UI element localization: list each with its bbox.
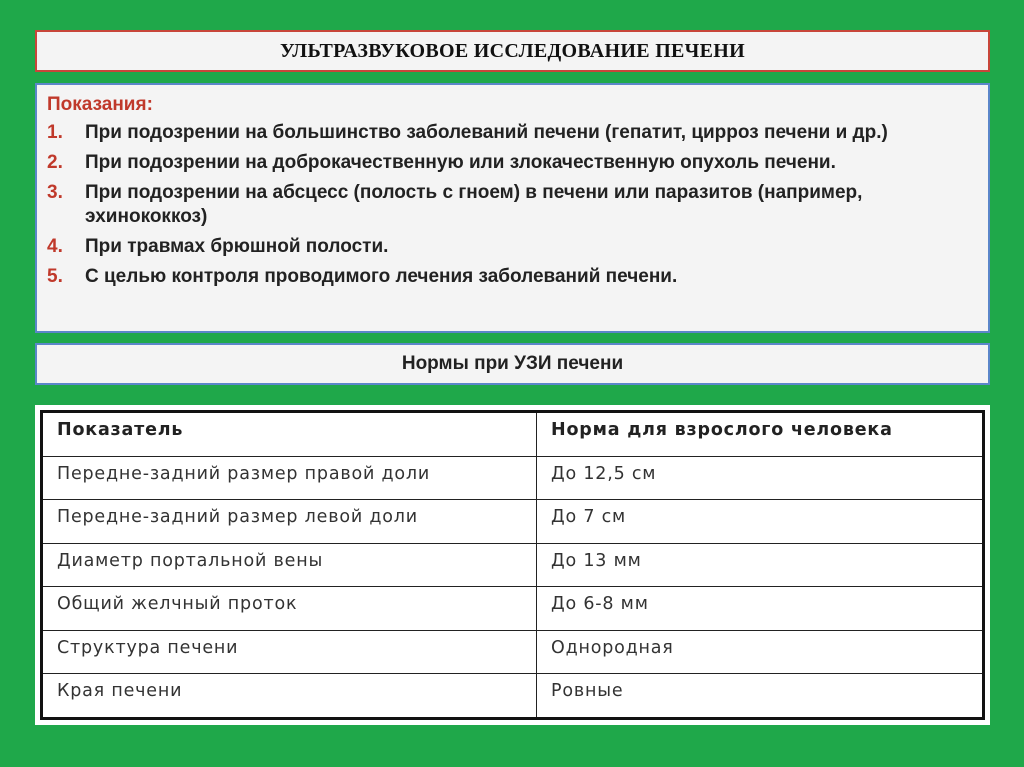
table-cell: Ровные	[537, 674, 984, 719]
norms-table-wrapper	[35, 405, 990, 725]
table-cell: Общий желчный проток	[42, 587, 537, 630]
table-cell: Передне-задний размер левой доли	[42, 500, 537, 543]
table-row	[42, 587, 984, 630]
indications-list	[47, 121, 976, 289]
list-item-text: При подозрении на доброкачественную или злокачественную опухоль печени.	[85, 152, 836, 173]
list-item-number: 2.	[47, 152, 63, 173]
table-header-row	[42, 412, 984, 457]
list-item	[47, 121, 976, 145]
list-item	[47, 265, 976, 289]
indications-heading: Показания:	[47, 94, 153, 115]
list-item	[47, 151, 976, 175]
table-cell: До 7 см	[537, 500, 984, 543]
table-row	[42, 456, 984, 499]
table-cell: Передне-задний размер правой доли	[42, 456, 537, 499]
table-row	[42, 543, 984, 586]
norms-title: Нормы при УЗИ печени	[401, 353, 624, 374]
table-cell: Структура печени	[42, 630, 537, 673]
table-cell: Края печени	[42, 674, 537, 719]
list-item-number: 1.	[47, 122, 63, 143]
table-cell: Диаметр портальной вены	[42, 543, 537, 586]
list-item-number: 4.	[47, 236, 63, 257]
column-header: Показатель	[42, 412, 537, 457]
table-cell: До 6-8 мм	[537, 587, 984, 630]
table-row	[42, 500, 984, 543]
table-row	[42, 674, 984, 719]
table-cell: Однородная	[537, 630, 984, 673]
norms-title-box	[35, 343, 990, 385]
list-item	[47, 181, 976, 229]
table-row	[42, 630, 984, 673]
indications-box	[35, 83, 990, 333]
title-box	[35, 30, 990, 72]
column-header: Норма для взрослого человека	[537, 412, 984, 457]
list-item-text: При подозрении на большинство заболеваний печени (гепатит, цирроз печени и др.)	[85, 122, 888, 143]
list-item-number: 5.	[47, 266, 63, 287]
table-cell: До 12,5 см	[537, 456, 984, 499]
list-item-text: При подозрении на абсцесс (полость с гноем) в печени или паразитов (например, эхинококкоз)	[85, 182, 863, 227]
table-cell: До 13 мм	[537, 543, 984, 586]
slide-title: УЛЬТРАЗВУКОВОЕ ИССЛЕДОВАНИЕ ПЕЧЕНИ	[279, 39, 746, 62]
list-item	[47, 235, 976, 259]
list-item-text: При травмах брюшной полости.	[85, 236, 389, 257]
norms-table	[40, 410, 985, 720]
list-item-text: С целью контроля проводимого лечения заболеваний печени.	[85, 266, 678, 287]
list-item-number: 3.	[47, 182, 63, 203]
